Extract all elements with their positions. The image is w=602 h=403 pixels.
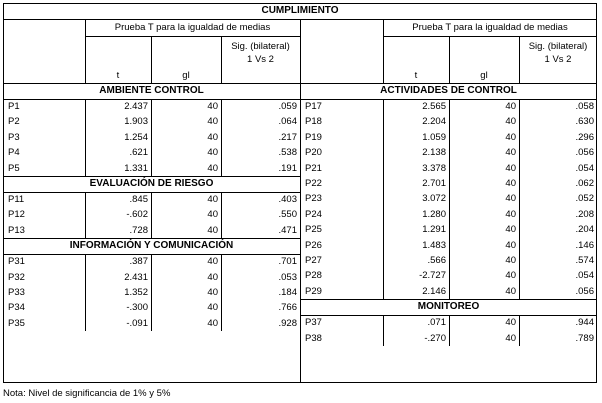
row-sig-value: .471: [278, 224, 297, 236]
row-t-value: -.300: [126, 302, 148, 314]
row-sig-value: .062: [575, 178, 594, 189]
row-gl-value: 40: [207, 116, 218, 128]
row-label: P1: [8, 101, 20, 112]
row-gl-value: 40: [207, 224, 218, 236]
row-sig-value: .789: [575, 332, 594, 344]
row-sig-value: .056: [575, 285, 594, 297]
row-gl-value: 40: [207, 287, 218, 298]
grid-line: [85, 99, 86, 176]
row-gl-value: 40: [207, 194, 218, 205]
row-sig-value: .630: [575, 116, 594, 128]
row-label: P13: [8, 224, 25, 236]
row-sig-value: .054: [575, 162, 594, 174]
right-col-t-header: t: [414, 70, 418, 81]
row-label: P22: [305, 178, 322, 189]
grid-line: [449, 315, 450, 346]
row-label: P26: [305, 239, 322, 251]
row-t-value: 2.204: [422, 116, 446, 128]
row-t-value: 2.565: [422, 101, 446, 112]
section-title: EVALUACIÓN DE RIESGO: [89, 178, 214, 189]
row-sig-value: .204: [575, 224, 594, 236]
row-t-value: 1.331: [124, 162, 148, 174]
row-sig-value: .052: [575, 193, 594, 205]
grid-line: [151, 36, 152, 83]
row-sig-value: .054: [575, 270, 594, 282]
row-label: P24: [305, 208, 322, 220]
grid-line: [519, 36, 520, 83]
row-gl-value: 40: [505, 101, 516, 112]
row-gl-value: 40: [505, 255, 516, 266]
grid-line: [519, 99, 520, 299]
row-label: P28: [305, 270, 322, 282]
row-sig-value: .208: [575, 208, 594, 220]
row-sig-value: .059: [278, 101, 297, 112]
row-gl-value: 40: [207, 131, 218, 143]
row-sig-value: .053: [278, 271, 297, 283]
row-sig-value: .766: [278, 302, 297, 314]
row-t-value: 1.280: [422, 208, 446, 220]
grid-line: [151, 192, 152, 238]
row-label: P37: [305, 317, 322, 329]
row-gl-value: 40: [207, 101, 218, 112]
grid-line: [85, 19, 86, 83]
right-col-gl-header: gl: [480, 70, 488, 81]
grid-line: [85, 192, 86, 238]
row-label: P11: [8, 194, 25, 205]
section-title: INFORMACIÓN Y COMUNICACIÓN: [69, 240, 234, 252]
grid-line: [85, 36, 300, 37]
grid-line: [221, 99, 222, 176]
row-gl-value: 40: [207, 302, 218, 314]
row-label: P23: [305, 193, 322, 205]
row-sig-value: .944: [575, 317, 594, 329]
grid-line: [221, 36, 222, 83]
row-t-value: .071: [427, 317, 446, 329]
row-label: P18: [305, 116, 322, 128]
row-t-value: 2.146: [422, 285, 446, 297]
row-label: P27: [305, 255, 322, 266]
row-label: P32: [8, 271, 25, 283]
row-gl-value: 40: [207, 317, 218, 329]
row-sig-value: .058: [575, 101, 594, 112]
row-t-value: 1.903: [124, 116, 148, 128]
row-gl-value: 40: [505, 285, 516, 297]
row-t-value: .728: [129, 224, 148, 236]
right-col-sig-subheader: 1 Vs 2: [544, 54, 572, 65]
row-t-value: .621: [129, 147, 148, 159]
row-sig-value: .538: [278, 147, 297, 159]
section-title: ACTIVIDADES DE CONTROL: [380, 85, 517, 96]
row-t-value: -.091: [126, 317, 148, 329]
left-col-t-header: t: [116, 70, 120, 81]
row-t-value: 1.352: [124, 287, 148, 298]
row-label: P5: [8, 162, 20, 174]
row-label: P31: [8, 256, 25, 268]
row-sig-value: .550: [278, 209, 297, 221]
row-label: P3: [8, 131, 20, 143]
row-t-value: -.602: [126, 209, 148, 221]
row-gl-value: 40: [505, 178, 516, 189]
row-t-value: 2.437: [124, 101, 148, 112]
row-t-value: 2.138: [422, 147, 446, 159]
row-label: P19: [305, 131, 322, 143]
row-t-value: .845: [129, 194, 148, 205]
right-col-sig-header: Sig. (bilateral): [528, 41, 588, 52]
grid-line: [383, 99, 384, 299]
row-t-value: .566: [427, 255, 446, 266]
row-label: P4: [8, 147, 20, 159]
row-t-value: 1.291: [422, 224, 446, 236]
left-col-sig-subheader: 1 Vs 2: [247, 54, 274, 65]
row-label: P35: [8, 317, 25, 329]
row-sig-value: .296: [575, 131, 594, 143]
row-sig-value: .701: [278, 256, 297, 268]
row-sig-value: .184: [278, 287, 297, 298]
row-gl-value: 40: [207, 271, 218, 283]
grid-line: [221, 254, 222, 331]
row-t-value: 1.254: [124, 131, 148, 143]
row-gl-value: 40: [505, 208, 516, 220]
row-t-value: 3.378: [422, 162, 446, 174]
grid-line: [383, 315, 384, 346]
row-t-value: 2.431: [124, 271, 148, 283]
row-sig-value: .191: [278, 162, 297, 174]
row-t-value: .387: [129, 256, 148, 268]
row-t-value: 2.701: [422, 178, 446, 189]
row-sig-value: .064: [278, 116, 297, 128]
row-label: P2: [8, 116, 20, 128]
left-col-sig-header: Sig. (bilateral): [231, 41, 290, 52]
significance-note: Nota: Nivel de significancia de 1% y 5%: [3, 388, 171, 399]
grid-line: [519, 315, 520, 346]
results-table: [3, 3, 597, 383]
grid-line: [151, 99, 152, 176]
grid-line: [449, 36, 450, 83]
row-t-value: -.270: [424, 332, 446, 344]
row-label: P12: [8, 209, 25, 221]
grid-line: [3, 3, 4, 383]
row-t-value: -2.727: [419, 270, 446, 282]
section-title: AMBIENTE CONTROL: [99, 85, 204, 96]
row-gl-value: 40: [505, 162, 516, 174]
row-sig-value: .574: [575, 255, 594, 266]
row-gl-value: 40: [207, 162, 218, 174]
row-t-value: 1.483: [422, 239, 446, 251]
row-t-value: 1.059: [422, 131, 446, 143]
left-group-header: Prueba T para la igualdad de medias: [114, 22, 271, 33]
row-gl-value: 40: [505, 332, 516, 344]
row-gl-value: 40: [505, 193, 516, 205]
grid-line: [151, 254, 152, 331]
grid-line: [449, 99, 450, 299]
row-gl-value: 40: [505, 270, 516, 282]
row-label: P17: [305, 101, 322, 112]
row-sig-value: .928: [278, 317, 297, 329]
row-gl-value: 40: [505, 116, 516, 128]
row-sig-value: .146: [575, 239, 594, 251]
row-gl-value: 40: [207, 209, 218, 221]
row-label: P29: [305, 285, 322, 297]
row-label: P21: [305, 162, 322, 174]
grid-line: [383, 36, 597, 37]
row-gl-value: 40: [505, 147, 516, 159]
grid-line: [85, 254, 86, 331]
row-sig-value: .217: [278, 131, 297, 143]
row-label: P34: [8, 302, 25, 314]
row-gl-value: 40: [505, 239, 516, 251]
row-gl-value: 40: [505, 131, 516, 143]
row-gl-value: 40: [505, 224, 516, 236]
row-label: P25: [305, 224, 322, 236]
row-sig-value: .403: [278, 194, 297, 205]
row-gl-value: 40: [207, 256, 218, 268]
left-col-gl-header: gl: [182, 70, 190, 81]
grid-line: [300, 19, 301, 383]
grid-line: [221, 192, 222, 238]
row-label: P33: [8, 287, 25, 298]
row-gl-value: 40: [505, 317, 516, 329]
table-title: CUMPLIMIENTO: [261, 5, 339, 16]
row-label: P38: [305, 332, 322, 344]
grid-line: [383, 19, 384, 83]
row-t-value: 3.072: [422, 193, 446, 205]
section-title: MONITOREO: [417, 301, 480, 313]
row-gl-value: 40: [207, 147, 218, 159]
right-group-header: Prueba T para la igualdad de medias: [412, 22, 568, 33]
row-label: P20: [305, 147, 322, 159]
row-sig-value: .056: [575, 147, 594, 159]
